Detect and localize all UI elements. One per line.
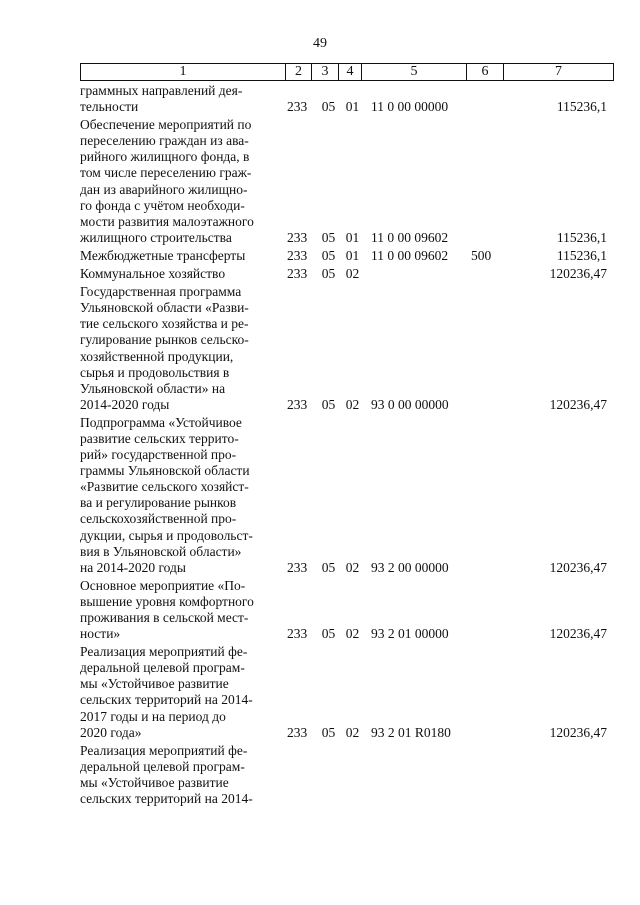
header-col-5: 5 [362,64,467,80]
row-subsection: 02 [345,396,360,412]
row-name: граммных направлений дея- тельности [80,83,243,115]
row-subsection: 02 [345,559,360,575]
row-subsection: 02 [345,266,360,282]
row-target-item: 93 2 01 R0180 [371,724,451,740]
row-target-item: 11 0 00 09602 [371,247,449,263]
header-col-7: 7 [555,64,562,79]
row-name: Реализация мероприятий фе- деральной целевой програм- мы «Устойчивое развитие сельских территорий на 2014- [80,742,253,807]
table-row [80,83,614,115]
row-name: Реализация мероприятий фе- деральной целевой програм- мы «Устойчивое развитие сельских территорий на 2014- 2017 годы и на период до 2020 года» [80,644,253,740]
row-amount: 115236,1 [556,229,607,245]
row-name: Государственная программа Ульяновской области «Разви- тие сельского хозяйства и ре- гулирование рынков сельско- хозяйственной продукции, сырья и продовольствия в Ульяновской области» на 2014-2020 годы [80,284,249,412]
table-row [80,644,614,741]
row-subsection: 02 [345,724,360,740]
row-target-item: 11 0 00 00000 [371,99,449,115]
table-row [80,415,614,576]
header-col-2: 2 [286,64,312,80]
row-grbs: 233 [287,396,308,412]
row-grbs: 233 [287,99,308,115]
row-amount: 120236,47 [549,396,607,412]
row-grbs: 233 [287,266,308,282]
row-section: 05 [321,266,336,282]
row-name: Межбюджетные трансферты [80,247,246,263]
row-amount: 115236,1 [556,247,607,263]
header-col-4: 4 [339,64,362,80]
row-grbs: 233 [287,626,308,642]
table-body [80,83,614,809]
table-row [80,578,614,642]
row-section: 05 [321,724,336,740]
row-section: 05 [321,99,336,115]
table-row [80,743,614,807]
table-row [80,248,614,264]
row-grbs: 233 [287,724,308,740]
row-section: 05 [321,229,336,245]
row-grbs: 233 [287,559,308,575]
row-subsection: 01 [345,99,360,115]
row-section: 05 [321,626,336,642]
row-section: 05 [321,396,336,412]
header-col-1: 1 [81,64,286,80]
row-target-item: 93 2 00 00000 [371,559,449,575]
row-subsection: 02 [345,626,360,642]
row-target-item: 11 0 00 09602 [371,229,449,245]
row-target-item: 93 0 00 00000 [371,396,449,412]
row-amount: 120236,47 [549,266,607,282]
header-col-3: 3 [312,64,339,80]
row-amount: 120236,47 [549,559,607,575]
row-subsection: 01 [345,229,360,245]
header-col-6: 6 [467,64,504,80]
table-row [80,117,614,246]
table-header [80,63,614,81]
row-section: 05 [321,247,336,263]
row-amount: 115236,1 [556,99,607,115]
row-subsection: 01 [345,247,360,263]
row-grbs: 233 [287,247,308,263]
row-amount: 120236,47 [549,626,607,642]
row-name: Подпрограмма «Устойчивое развитие сельских террито- рий» государственной про- граммы Ульяновской области «Развитие сельского хозяйст- ва и регулирование рынков сельскохозяйственной про- дукции, сырья и продовольст- вия в Ульяновской области» на 2014-2020 годы [80,414,253,575]
row-target-item: 93 2 01 00000 [371,626,449,642]
row-name: Обеспечение мероприятий по переселению граждан из ава- рийного жилищного фонда, в том числе переселению граж- дан из аварийного жилищно- го фонда с учётом необходи- мости развития малоэтажного жилищного строительства [80,117,254,245]
row-name: Коммунальное хозяйство [80,266,226,282]
page-number: 49 [313,36,327,51]
table-row [80,266,614,282]
row-expense-type: 500 [471,247,492,263]
row-section: 05 [321,559,336,575]
row-name: Основное мероприятие «По- вышение уровня комфортного проживания в сельской мест- ности» [80,577,254,642]
table-row [80,284,614,413]
row-grbs: 233 [287,229,308,245]
row-amount: 120236,47 [549,724,607,740]
